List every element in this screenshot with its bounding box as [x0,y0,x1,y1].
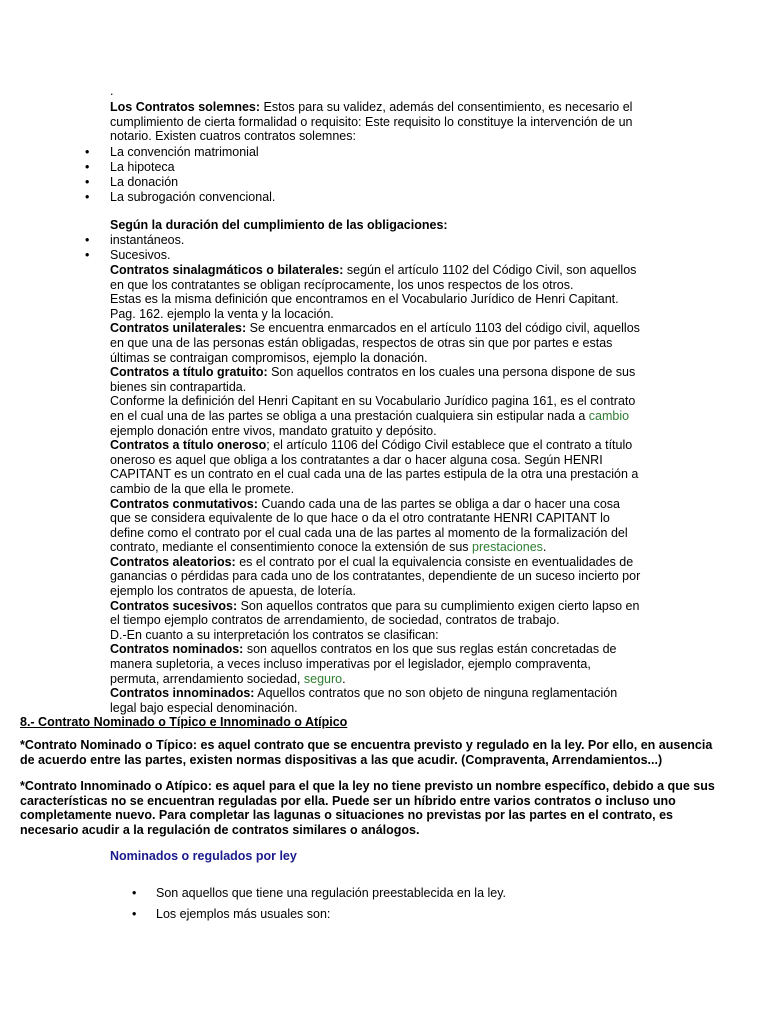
nominados-title: Contratos nominados: [110,642,244,657]
sinalagmaticos-title: Contratos sinalagmáticos o bilaterales: [110,263,344,277]
bullet-icon: • [85,190,90,204]
solemnes-title: Los Contratos solemnes: [110,100,261,114]
conmutativos-title: Contratos conmutativos: [110,496,258,511]
list-item: instantáneos. [110,233,185,247]
bullet-icon: • [85,175,90,189]
list-item: La convención matrimonial [110,145,259,159]
list-item: La donación [110,175,179,189]
solemnes-paragraph: Los Contratos solemnes: Estos para su validez, además del consentimiento, es necesario el cumplimiento de cierta formalidad o requisito: Este requisito lo constituye la intervención de un notario. Existen cuatros contratos solemnes: [110,100,633,144]
gratuito-title: Contratos a título gratuito: [110,365,268,380]
sucesivos-title: Contratos sucesivos: [110,598,238,613]
bullet-icon: • [85,248,90,262]
bullet-icon: • [132,886,137,900]
innominados-title: Contratos innominados: [110,686,255,701]
duracion-heading: Según la duración del cumplimiento de las obligaciones: [110,218,448,232]
definitions-block: Contratos sinalagmáticos o bilaterales: según el artículo 1102 del Código Civil, son aquellos en que los contratantes se obligan recíprocamente, los unos respectos de los otros. Estas es la misma definición que encontramos en el Vocabulario Jurídico de Henri Capitant. Pag. 162. ejemplo la venta y la locación. Contratos unilaterales: Se encuentra enmarcados en el artículo 1103 del código civil, aquellos en que una de las personas están obligadas, respectos de otras sin que por partes e estas últimas se contraigan compromisos, ejemplo la donación. Contratos a título gratuito: Son aquellos contratos en los cuales una persona dispone de sus bienes sin contrapartida. Conforme la definición del Henri Capitant en su Vocabulario Jurídico pagina 161, es el contrato en el cual una de las partes se obliga a una prestación cualquiera sin estipular nada a cambio ejemplo donación entre vivos, mandato gratuito y depósito. Contratos a título oneroso; el artículo 1106 del Código Civil establece que el contrato a título oneroso es aquel que obliga a los contratantes a dar o hacer alguna cosa. Según HENRI CAPITANT es un contrato en el cual cada una de las partes estipula de la otra una prestación a cambio de la que ella le promete. Contratos conmutativos: Cuando cada una de las partes se obliga a dar o hacer una cosa que se considera equivalente de lo que hace o da el otro contratante HENRI CAPITANT lo define como el contrato por el cual cada una de las partes al momento de la formalización del contrato, mediante el consentimiento conoce la extensión de sus prestaciones. Contratos aleatorios: es el contrato por el cual la equivalencia consiste en eventualidades de ganancias o pérdidas para cada uno de los contratantes, dependiente de un suceso incierto por ejemplo los contratos de apuesta, de lotería. Contratos sucesivos: Son aquellos contratos que para su cumplimiento exigen cierto lapso en el tiempo ejemplo contratos de arrendamiento, de sociedad, contratos de trabajo. D.-En cuanto a su interpretación los contratos se clasifican: Contratos nominados: son aquellos contratos en los que sus reglas están concretadas de manera supletoria, a veces incluso imperativas por el legislador, ejemplo compraventa, permuta, arrendamiento sociedad, seguro. Contratos innominados: Aquellos contratos que no son objeto de ninguna reglamentación legal bajo especial denominación. [110,263,641,715]
bullet-icon: • [132,907,137,921]
section-8-title: 8.- Contrato Nominado o Típico e Innominado o Atípico [20,715,348,729]
unilaterales-title: Contratos unilaterales: [110,321,247,336]
seguro-link[interactable]: seguro [303,671,343,686]
list-item: Son aquellos que tiene una regulación preestablecida en la ley. [156,886,507,900]
prestaciones-link[interactable]: prestaciones [472,540,543,555]
bullet-icon: • [85,145,90,159]
cambio-link[interactable]: cambio [588,408,630,423]
bullet-icon: • [85,160,90,174]
innominado-atipico-paragraph: *Contrato Innominado o Atípico: es aquel para el que la ley no tiene previsto un nombre específico, debido a que sus características no se encuentran reguladas por ella. Puede ser un híbrido entre varios contratos o incluso uno completamente nuevo. Para completar las lagunas o situaciones no previstas por las partes en el contrato, es necesario acudir a la regulación de contratos similares o análogos. [20,779,715,837]
list-item: La subrogación convencional. [110,190,276,204]
list-item: Sucesivos. [110,248,171,262]
nominados-regulados-heading: Nominados o regulados por ley [110,849,297,863]
oneroso-title: Contratos a título oneroso [110,438,267,453]
stray-dot: . [110,84,114,98]
list-item: La hipoteca [110,160,175,174]
aleatorios-title: Contratos aleatorios: [110,554,236,569]
bullet-icon: • [85,233,90,247]
list-item: Los ejemplos más usuales son: [156,907,331,921]
nominado-tipico-paragraph: *Contrato Nominado o Típico: es aquel contrato que se encuentra previsto y regulado en la ley. Por ello, en ausencia de acuerdo entre las partes, existen normas dispositivas a las que acudir. (Compraventa, Arrendamientos...) [20,738,713,767]
